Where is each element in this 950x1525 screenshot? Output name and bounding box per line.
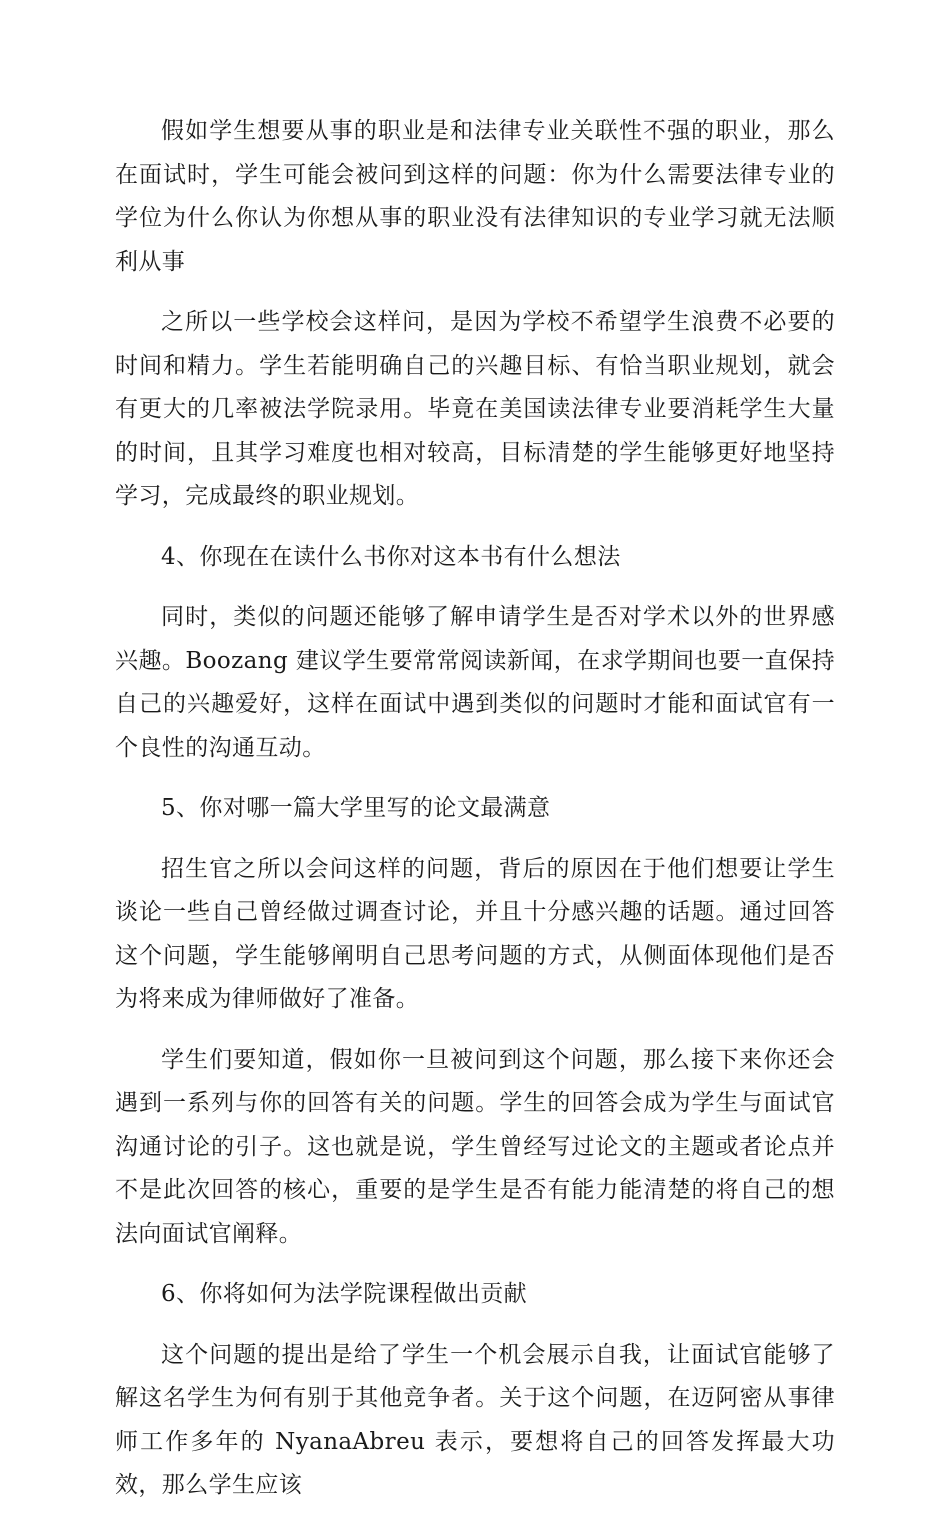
section-heading: 4、你现在在读什么书你对这本书有什么想法 <box>161 543 621 570</box>
paragraph: 同时，类似的问题还能够了解申请学生是否对学术以外的世界感兴趣。Boozang 建议学生要常常阅读新闻，在求学期间也要一直保持自己的兴趣爱好，这样在面试中遇到类似的问题时才能和面试官有一个良性的沟通互动。 <box>115 604 835 761</box>
paragraph: 学生们要知道，假如你一旦被问到这个问题，那么接下来你还会遇到一系列与你的回答有关的问题。学生的回答会成为学生与面试官沟通讨论的引子。这也就是说，学生曾经写过论文的主题或者论点并不是此次回答的核心，重要的是学生是否有能力能清楚的将自己的想法向面试官阐释。 <box>115 1046 835 1247</box>
section-heading: 5、你对哪一篇大学里写的论文最满意 <box>161 795 551 821</box>
paragraph: 之所以一些学校会这样问，是因为学校不希望学生浪费不必要的时间和精力。学生若能明确自己的兴趣目标、有恰当职业规划，就会有更大的几率被法学院录用。毕竟在美国读法律专业要消耗学生大量的时间，且其学习难度也相对较高，目标清楚的学生能够更好地坚持学习，完成最终的职业规划。 <box>115 309 835 509</box>
document-body <box>115 110 835 1525</box>
paragraph: 假如学生想要从事的职业是和法律专业关联性不强的职业，那么在面试时，学生可能会被问到这样的问题：你为什么需要法律专业的学位为什么你认为你想从事的职业没有法律知识的专业学习就无法顺利从事 <box>115 118 835 275</box>
paragraph: 这个问题的提出是给了学生一个机会展示自我，让面试官能够了解这名学生为何有别于其他竞争者。关于这个问题，在迈阿密从事律师工作多年的 NyanaAbreu 表示，要想将自己的回答发挥最大功效，那么学生应该 <box>115 1341 835 1498</box>
paragraph: 招生官之所以会问这样的问题，背后的原因在于他们想要让学生谈论一些自己曾经做过调查讨论，并且十分感兴趣的话题。通过回答这个问题，学生能够阐明自己思考问题的方式，从侧面体现他们是否为将来成为律师做好了准备。 <box>115 855 835 1012</box>
section-heading: 6、你将如何为法学院课程做出贡献 <box>161 1281 528 1307</box>
